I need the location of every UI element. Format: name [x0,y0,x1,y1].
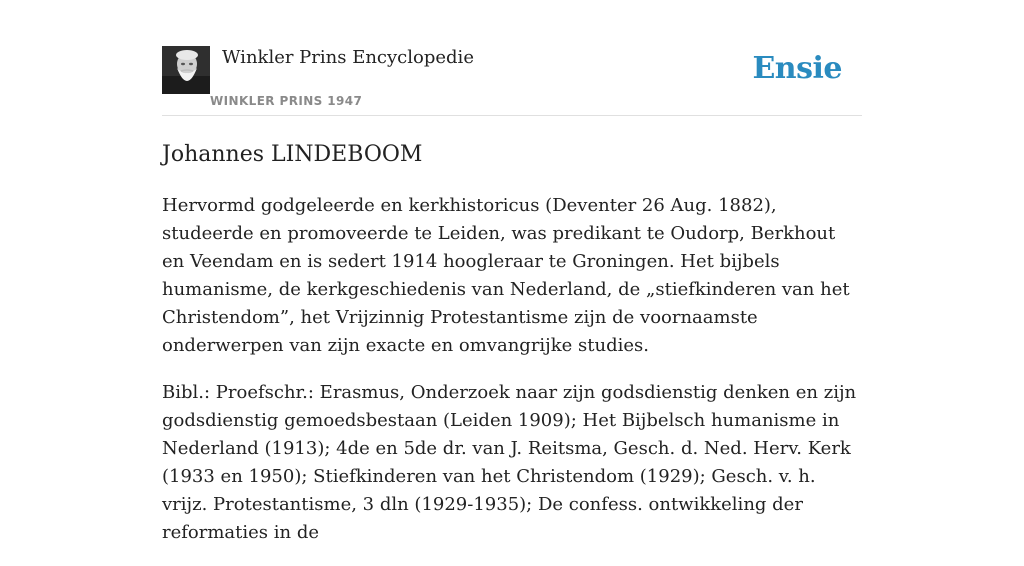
bearded-man-portrait-icon [162,46,210,94]
article [162,140,862,566]
site-title[interactable]: Winkler Prins Encyclopedie [222,47,474,68]
author-avatar [162,46,210,94]
article-title: Johannes LINDEBOOM [162,142,423,167]
brand-logo[interactable]: Ensie [752,51,842,86]
site-header [162,46,862,116]
edition-label[interactable]: WINKLER PRINS 1947 [210,94,363,108]
article-paragraph: Hervormd godgeleerde en kerkhistoricus (Deventer 26 Aug. 1882), studeerde en promoveerde te Leiden, was predikant te Oudorp, Berkhout en Veendam en is sedert 1914 hoogleraar te Groningen. Het bijbels humanisme, de kerkgeschiedenis van Nederland, de „stiefkinderen van het Christendom”, het Vrijzinnig Protestantisme zijn de voornaamste onderwerpen van zijn exacte en omvangrijke studies. [162,195,850,356]
bibliography-paragraph: Bibl.: Proefschr.: Erasmus, Onderzoek naar zijn godsdienstig denken en zijn godsdienstig gemoedsbestaan (Leiden 1909); Het Bijbelsch humanisme in Nederland (1913); 4de en 5de dr. van J. Reitsma, Gesch. d. Ned. Herv. Kerk (1933 en 1950); Stiefkinderen van het Christendom (1929); Gesch. v. h. vrijz. Protestantisme, 3 dln (1929-1935); De confess. ontwikkeling der reformaties in de [162,382,857,543]
